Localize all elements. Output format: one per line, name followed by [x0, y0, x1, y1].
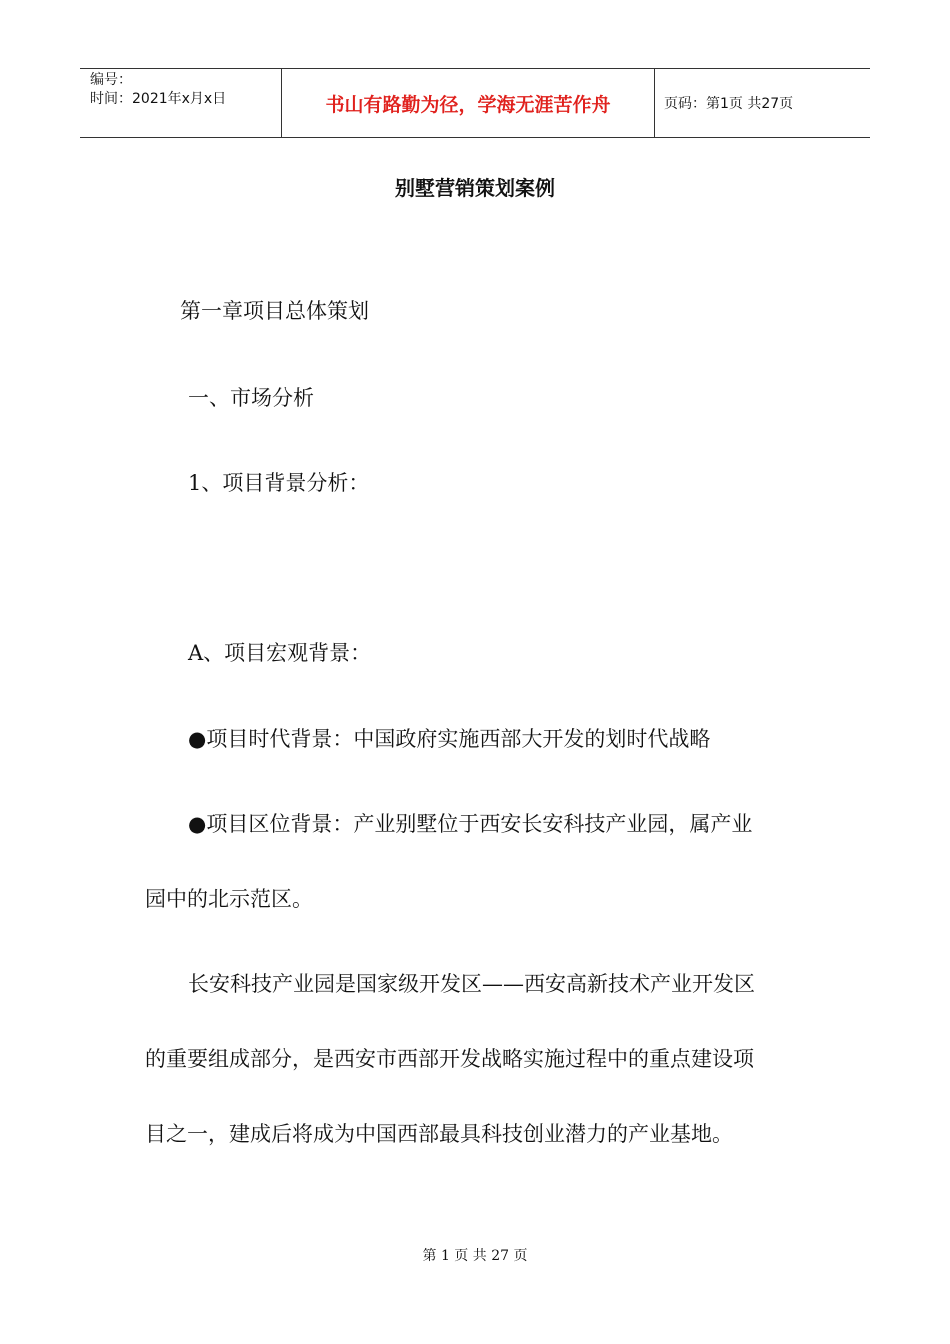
- page-footer: 第 1 页 共 27 页: [422, 1248, 528, 1264]
- paragraph-line: 目之一，建成后将成为中国西部最具科技创业潜力的产业基地。: [145, 1122, 733, 1146]
- document-title: 别墅营销策划案例: [395, 176, 555, 200]
- header-meta: [90, 71, 226, 109]
- number-label: 编号：: [90, 72, 132, 88]
- subsection-heading: 1、项目背景分析：: [188, 471, 370, 495]
- bullet-location-continued: 园中的北示范区。: [145, 887, 313, 911]
- section-heading: 一、市场分析: [188, 386, 314, 410]
- header-page-info: 页码：第1页 共27页: [664, 96, 794, 112]
- header-motto: 书山有路勤为径，学海无涯苦作舟: [325, 93, 611, 116]
- date-label: 时间：2021年x月x日: [90, 91, 227, 107]
- header-divider: [654, 69, 655, 137]
- subsub-heading: A、项目宏观背景：: [188, 641, 372, 665]
- bullet-location-background: ●项目区位背景：产业别墅位于西安长安科技产业园，属产业: [188, 812, 753, 836]
- chapter-heading: 第一章项目总体策划: [180, 299, 369, 323]
- paragraph-line: 的重要组成部分，是西安市西部开发战略实施过程中的重点建设项: [145, 1047, 754, 1071]
- paragraph-line: 长安科技产业园是国家级开发区——西安高新技术产业开发区: [188, 972, 755, 996]
- bullet-time-background: ●项目时代背景：中国政府实施西部大开发的划时代战略: [188, 727, 711, 751]
- document-header: [80, 68, 870, 138]
